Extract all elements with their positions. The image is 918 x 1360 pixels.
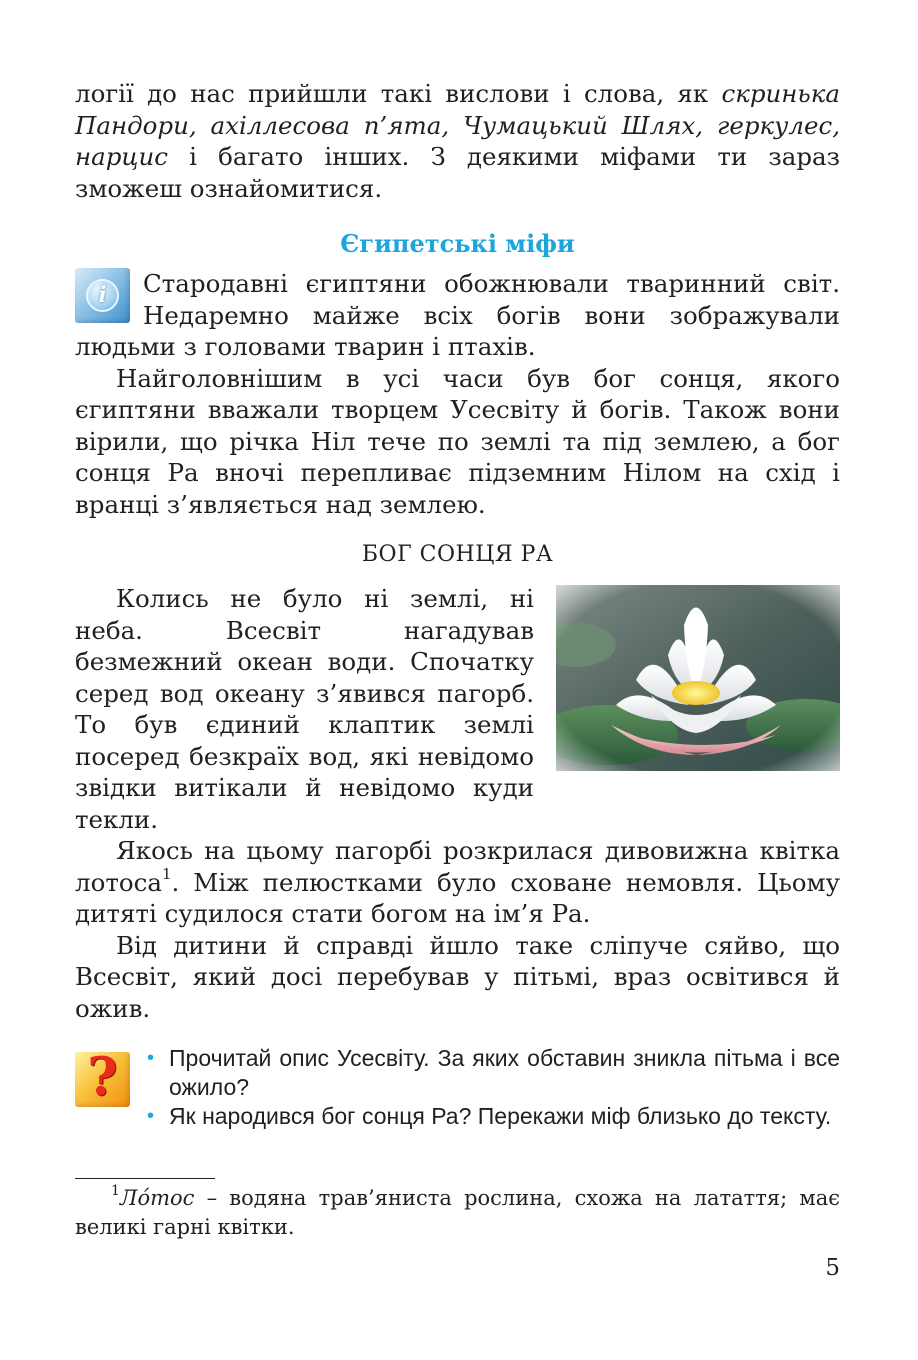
lotus-flower-illustration [556, 585, 840, 771]
info-paragraph: Стародавні єгиптяни обожнювали тваринний світ. Недаремно майже всіх богів вони зображували людьми з головами тварин і птахів. [75, 269, 840, 361]
footnote [75, 1184, 840, 1242]
bullet-icon: • [147, 1105, 155, 1127]
footnote-text: – водяна трав’яниста рослина, схожа на латаття; має великі гарні квітки. [75, 1186, 840, 1239]
questions-block [75, 1044, 840, 1131]
footnote-mark: 1 [161, 865, 172, 884]
intro-paragraph [75, 78, 840, 204]
page-content [75, 78, 840, 1131]
question-item [147, 1044, 840, 1101]
lotus-image [556, 585, 840, 771]
question-text: Як народився бог сонця Ра? Перекажи міф близько до тексту. [169, 1103, 832, 1129]
question-icon-glyph: ? [87, 1052, 118, 1107]
myth-paragraph-1: Колись не було ні землі, ні неба. Всесвіт нагадував безмежний океан води. Спочатку серед вод океану з’явився пагорб. То був єдиний клаптик землі посеред безкраїх вод, які невідомо звідки витікали й невідомо куди текли. [75, 584, 534, 834]
info-icon [75, 268, 130, 323]
intro-text-2: і багато інших. З деякими міфами ти зараз зможеш ознайомитися. [75, 142, 840, 203]
page-number: 5 [825, 1255, 840, 1281]
question-item [147, 1102, 840, 1131]
intro-italic-examples: скринька Пандори, ахіллесова п’ята, Чумацький Шлях, геркулес, нарцис [75, 79, 840, 171]
myth-p2-before: Якось на цьому пагорбі розкрилася дивовижна квітка лотоса [75, 836, 840, 897]
footnote-number: 1 [111, 1183, 120, 1199]
bullet-icon: • [147, 1047, 155, 1069]
question-text: Прочитай опис Усесвіту. За яких обставин зникла пітьма і все ожило? [169, 1045, 840, 1100]
footnote-term: Лóтос [119, 1186, 195, 1210]
section-heading: Єгипетські міфи [340, 229, 575, 258]
myth-paragraph-2 [75, 835, 840, 930]
myth-title: БОГ СОНЦЯ РА [361, 542, 554, 567]
sun-god-paragraph: Найголовнішим в усі часи був бог сонця, якого єгиптяни вважали творцем Усесвіту й богів. Також вони вірили, що річка Ніл тече по землі та під землею, а бог сонця Ра вночі перепливає підземним Нілом на схід і вранці з’являється над землею. [75, 363, 840, 519]
info-block [75, 268, 840, 363]
footnote-divider [75, 1178, 215, 1179]
myth-paragraph-3: Від дитини й справді йшло таке сліпуче сяйво, що Всесвіт, який досі перебував у пітьмі, враз освітився й ожив. [75, 930, 840, 1023]
info-icon-glyph: i [86, 279, 119, 312]
intro-text-1: логії до нас прийшли такі вислови і слова, як [75, 79, 722, 108]
myth-p2-after: . Між пелюстками було сховане немовля. Цьому дитяті судилося стати богом на ім’я Ра. [75, 867, 840, 928]
question-icon [75, 1052, 130, 1107]
